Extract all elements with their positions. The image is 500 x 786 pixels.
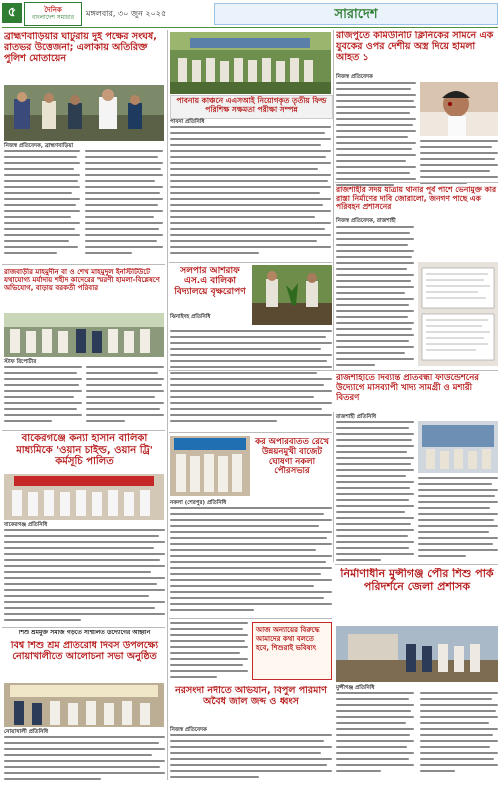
headline: রাজশাহীতে দিব্যান্ত প্রতিবন্ধী ফাউন্ডেশনের উদ্যোগে মাসব্যাপী খাদ্য সামগ্রী ও মশারী বিতরণ bbox=[336, 374, 479, 403]
byline: নকলা (শেরপুর) প্রতিনিধি bbox=[170, 500, 227, 506]
story-body bbox=[336, 421, 414, 561]
story-body bbox=[4, 529, 165, 623]
story-body bbox=[420, 692, 498, 782]
column-divider bbox=[333, 412, 334, 562]
headline: নির্মাণাধীন মুন্সীগঞ্জ পৌর শিশু পার্ক পরিদর্শনে জেলা প্রশাসক bbox=[340, 568, 494, 593]
story-body bbox=[336, 226, 414, 366]
story-photo bbox=[4, 313, 164, 357]
story-photo bbox=[418, 421, 498, 473]
byline: নিজস্ব প্রতিবেদক bbox=[170, 727, 207, 733]
story-body bbox=[85, 150, 163, 260]
byline: পাবনা প্রতিনিধি bbox=[170, 119, 205, 125]
byline: মুন্সীগঞ্জ প্রতিনিধি bbox=[336, 685, 375, 691]
story-body bbox=[170, 734, 332, 782]
photo-caption: পাবনায় কাঞ্চনে এএসআই নিয়োগকৃত তৃতীয় ফিল্ড পরিশিক্ষ সক্ষমতা পরীক্ষা সম্পন্ন bbox=[170, 95, 333, 119]
newspaper-logo bbox=[24, 2, 82, 26]
column-divider bbox=[167, 30, 168, 780]
pull-quote: আজ অন্যায়ের বিরুদ্ধে আমাদের কথা বলতে হবে, শিশুরাই ভবিষ্যৎ bbox=[252, 622, 332, 680]
byline: বাকেরগঞ্জ প্রতিনিধি bbox=[4, 522, 48, 528]
page-number: ৫ bbox=[2, 3, 22, 23]
kicker: শিশু শ্রমমুক্ত সমাজ গড়তে সম্মিলিত উদ্যোগের আহ্বান bbox=[18, 630, 151, 636]
section-title: সারাদেশ bbox=[214, 3, 498, 25]
logo-top: দৈনিক bbox=[44, 6, 62, 14]
story-photo bbox=[4, 474, 164, 520]
headline: রাজশাহীর সদয় যাত্রায় থানার পূর্ব পাশে ভেনামুক্ত কার রাস্তা নির্মাণের দাবি জোরালো, জনগণ পাছে এক পরিবহন প্রশাসনের bbox=[336, 186, 497, 212]
story-body bbox=[170, 622, 248, 682]
story-photo bbox=[170, 436, 250, 496]
headline: সলপার আশরাফ এস.এ বালিকা বিদ্যালয়ে বৃক্ষরোপণ bbox=[174, 266, 246, 297]
story-photo bbox=[4, 85, 164, 141]
story-divider bbox=[169, 262, 332, 263]
byline: নিজস্ব প্রতিবেদক bbox=[336, 74, 373, 80]
story-divider bbox=[169, 618, 332, 619]
column-divider bbox=[333, 30, 334, 370]
story-photo bbox=[420, 82, 498, 136]
headline: ব্রাহ্মণবাড়িয়ার ঘাটুরায় দুই পক্ষের সংঘর্ষ, রাতভর উত্তেজনা; এলাকায় অতিরিক্ত পুলিশ মোতায়েন bbox=[4, 32, 157, 64]
story-photo bbox=[4, 683, 164, 727]
headline: নরসংদা নদীতে অভিযান, বিপুল পরিমাণ অবৈধ জাল জব্দ ও ধ্বংস bbox=[175, 686, 327, 707]
byline: নিজস্ব প্রতিবেদক, ব্রাহ্মণবাড়িয়া bbox=[4, 143, 74, 149]
headline: বিশ্ব শিশু শ্রম প্রতিরোধ দিবস উপলক্ষ্যে নোয়াখালীতে আলোচনা সভা অনুষ্ঠিত bbox=[10, 641, 159, 662]
story-photo bbox=[170, 32, 331, 94]
headline: রাজবাড়ীর মাহমুদীন বা ও শেখ মাহমুদুল ইনস্টিটিউটে যথাযোগ্য মর্যাদায় শহীদ কাদেরের স্মরণী হামলা-বিশ্লেষণে অভিযোগ, বাড়ায় বরকতী পরিবার bbox=[4, 268, 160, 293]
story-body bbox=[4, 150, 80, 260]
byline: নিজস্ব প্রতিবেদক, রাজশাহী bbox=[336, 218, 396, 224]
story-divider bbox=[2, 627, 165, 628]
logo-name: বাংলাদেশ সমাচার bbox=[31, 14, 75, 21]
story-photo bbox=[418, 262, 498, 366]
byline: রাজশাহী প্রতিনিধি bbox=[336, 414, 377, 420]
story-photo bbox=[252, 265, 332, 325]
byline: ঝিনাইদহ প্রতিনিধি bbox=[170, 314, 211, 320]
headline: কর অপরিবর্তিত রেখে উন্নয়নমুখী বাজেট ঘোষণা নকলা পৌরসভার bbox=[255, 438, 329, 477]
headline: রাজপুতে কমিউনিটি ক্লিনিকের সামনে এক যুবকের ওপর দেশীয় অস্ত্র দিয়ে হামলা আহত ১ bbox=[336, 31, 494, 63]
story-body bbox=[4, 736, 165, 782]
byline: স্টাফ রিপোর্টার bbox=[4, 359, 37, 365]
story-body bbox=[336, 692, 414, 782]
story-body bbox=[336, 82, 416, 190]
story-body bbox=[418, 477, 498, 561]
story-body bbox=[170, 126, 331, 258]
story-divider bbox=[335, 564, 498, 565]
story-body bbox=[170, 507, 332, 615]
story-divider bbox=[169, 432, 332, 433]
story-divider bbox=[335, 182, 498, 183]
story-divider bbox=[2, 264, 165, 265]
story-body bbox=[86, 366, 164, 428]
dateline: মঙ্গলবার, ৩০ জুন ২০২৫ bbox=[86, 9, 167, 18]
story-divider bbox=[2, 430, 165, 431]
story-photo bbox=[336, 626, 498, 682]
story-divider bbox=[169, 370, 498, 371]
byline: নোয়াখালী প্রতিনিধি bbox=[4, 729, 49, 735]
headline: বাকেরগঞ্জে কন্যা হাসান বালিকা মাধ্যমিকে 'ওয়ান চাইল্ড, ওয়ান ট্রি' কর্মসূচি পালিত bbox=[16, 433, 153, 467]
story-body bbox=[170, 330, 332, 430]
story-body bbox=[4, 366, 82, 428]
masthead-rule bbox=[2, 27, 498, 28]
